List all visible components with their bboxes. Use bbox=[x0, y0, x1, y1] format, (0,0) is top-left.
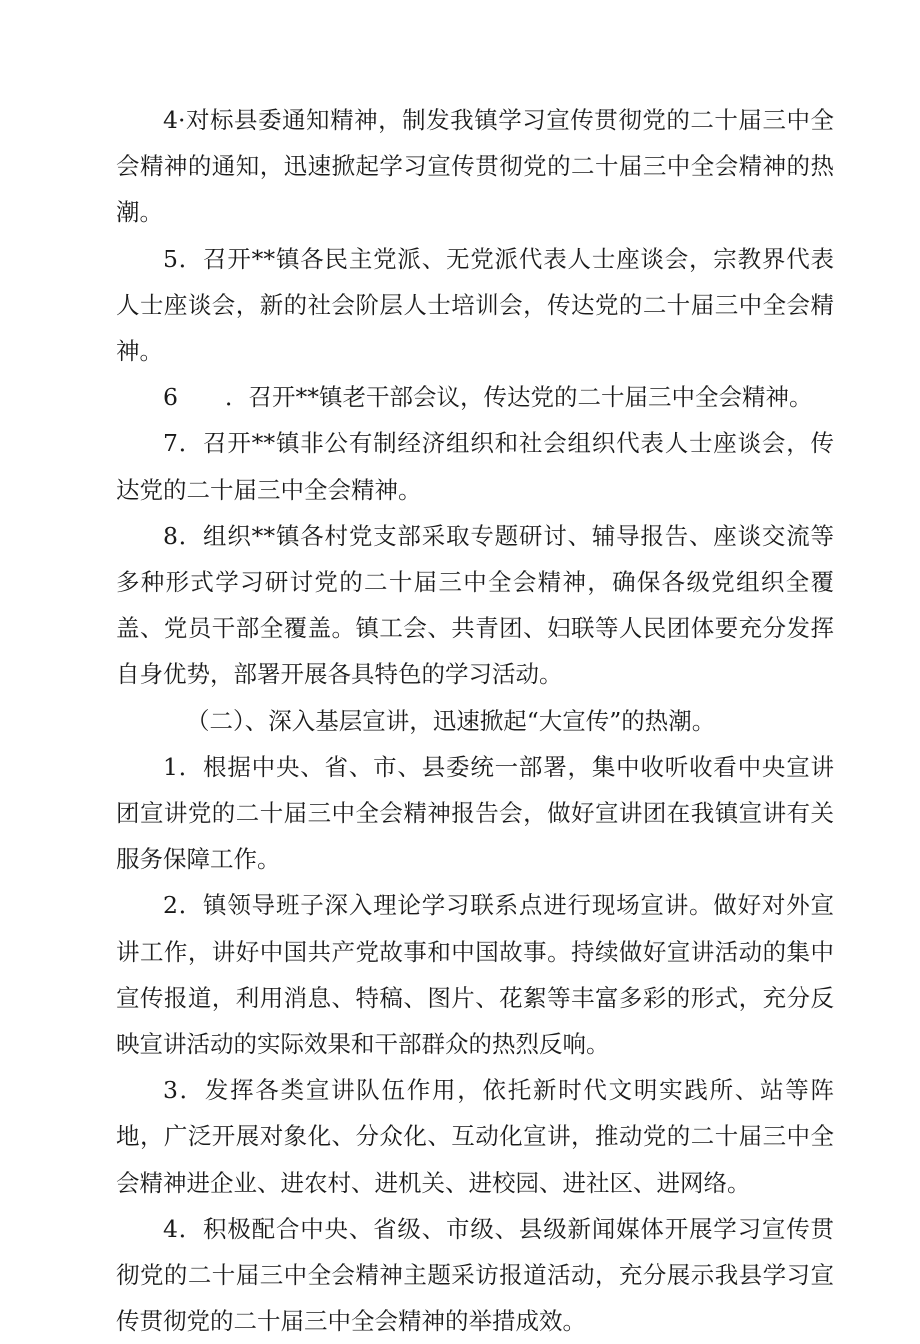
paragraph-item-5: 5．召开**镇各民主党派、无党派代表人士座谈会，宗教界代表人士座谈会，新的社会阶层人士培训会，传达党的二十届三中全会精神。 bbox=[116, 244, 834, 366]
paragraph-item-4: 4·对标县委通知精神，制发我镇学习宣传贯彻党的二十届三中全会精神的通知，迅速掀起学习宣传贯彻党的二十届三中全会精神的热潮。 bbox=[116, 106, 834, 227]
paragraph-item-8: 8．组织**镇各村党支部采取专题研讨、辅导报告、座谈交流等多种形式学习研讨党的二十届三中全会精神，确保各级党组织全覆盖、党员干部全覆盖。镇工会、共青团、妇联等人民团体要充分发挥自身优势，部署开展各具特色的学习活动。 bbox=[116, 521, 834, 689]
paragraph-item-7: 7．召开**镇非公有制经济组织和社会组织代表人士座谈会，传达党的二十届三中全会精神。 bbox=[116, 429, 834, 504]
section-heading-2: （二）、深入基层宣讲，迅速掀起“大宣传”的热潮。 bbox=[186, 706, 716, 735]
paragraph-item-1: 1．根据中央、省、市、县委统一部署，集中收听收看中央宣讲团宣讲党的二十届三中全会精神报告会，做好宣讲团在我镇宣讲有关服务保障工作。 bbox=[116, 752, 834, 874]
paragraph-item-2: 2．镇领导班子深入理论学习联系点进行现场宣讲。做好对外宣讲工作，讲好中国共产党故事和中国故事。持续做好宣讲活动的集中宣传报道，利用消息、特稿、图片、花絮等丰富多彩的形式，充分反映宣讲活动的实际效果和干部群众的热烈反响。 bbox=[116, 891, 834, 1059]
paragraph-item-6: 6 ．召开**镇老干部会议，传达党的二十届三中全会精神。 bbox=[163, 383, 813, 412]
paragraph-item-4b: 4．积极配合中央、省级、市级、县级新闻媒体开展学习宣传贯彻党的二十届三中全会精神主题采访报道活动，充分展示我县学习宣传贯彻党的二十届三中全会精神的举措成效。 bbox=[116, 1214, 834, 1336]
document-body bbox=[116, 97, 834, 1344]
paragraph-item-3: 3．发挥各类宣讲队伍作用，依托新时代文明实践所、站等阵地，广泛开展对象化、分众化、互动化宣讲，推动党的二十届三中全会精神进企业、进农村、进机关、进校园、进社区、进网络。 bbox=[116, 1076, 834, 1197]
